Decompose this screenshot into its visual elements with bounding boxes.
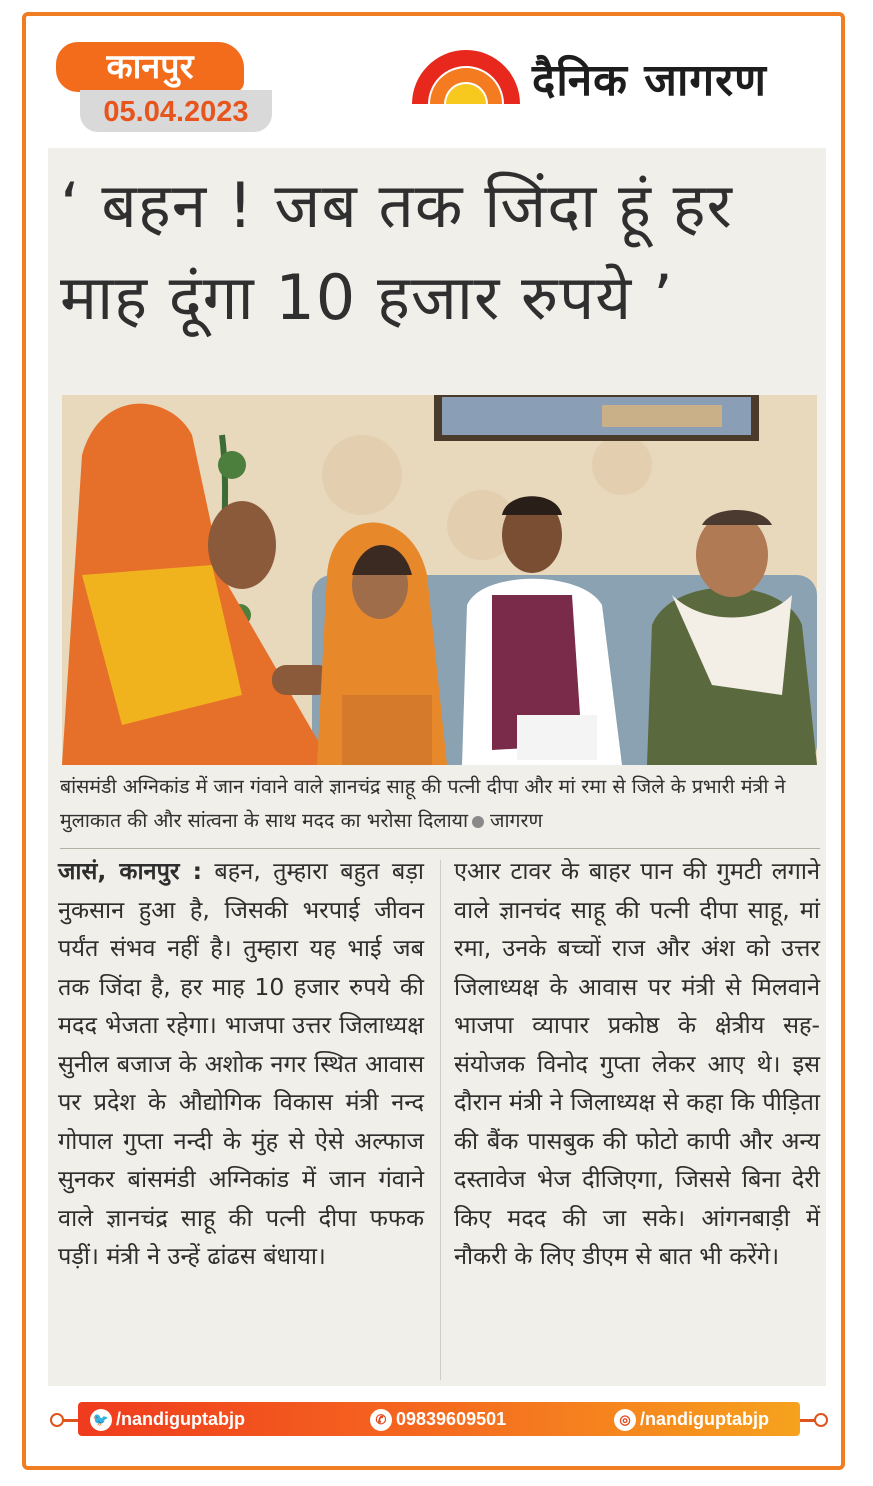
newspaper-name: दैनिक जागरण [532, 55, 767, 106]
column-divider [440, 860, 441, 1380]
byline: जासं, कानपुर : [58, 857, 203, 885]
phone-number: 09839609501 [396, 1409, 507, 1429]
city-badge: कानपुर [56, 42, 244, 92]
footer-instagram[interactable] [614, 1402, 769, 1436]
phone-icon: ✆ [370, 1409, 392, 1431]
column-2-text: एआर टावर के बाहर पान की गुमटी लगाने वाले ज्ञानचंद साहू की पत्नी दीपा साहू, मां रमा, उनके बच्चों राज और अंश को उत्तर जिलाध्यक्ष के आवास पर मंत्री से मिलवाने भाजपा व्यापार प्रकोष्ठ के क्षेत्रीय सह-संयोजक विनोद गुप्ता लेकर आए थे। इस दौरान मंत्री ने जिलाध्यक्ष से कहा कि पीड़िता की बैंक पासबुक की फोटो कापी और अन्य दस्तावेज भेज दीजिएगा, जिससे बिना देरी किए मदद की जा सके। आंगनबाड़ी में नौकरी के लिए डीएम से बात भी करेंगे। [454, 857, 820, 1270]
caption-rule [60, 848, 820, 849]
photo-caption [60, 770, 820, 838]
twitter-icon: 🐦 [90, 1409, 112, 1431]
article-column-2 [454, 852, 820, 1276]
twitter-handle: /nandiguptabjp [116, 1409, 245, 1429]
headline: ‘ बहन ! जब तक जिंदा हूं हर माह दूंगा 10 हजार रुपये ’ [60, 169, 733, 334]
footer-knob-right [814, 1413, 828, 1427]
caption-text: बांसमंडी अग्निकांड में जान गंवाने वाले ज्ञानचंद्र साहू की पत्नी दीपा और मां रमा से जिले के प्रभारी मंत्री ने मुलाकात की और सांत्वना के साथ मदद का भरोसा दिलाया [60, 775, 786, 832]
newspaper-logo [410, 42, 830, 112]
caption-credit: जागरण [490, 809, 543, 832]
date-badge: 05.04.2023 [80, 90, 272, 132]
footer-phone[interactable] [370, 1402, 506, 1436]
footer-knob-left [50, 1413, 64, 1427]
instagram-handle: /nandiguptabjp [640, 1409, 769, 1429]
sunrise-logo-icon [410, 44, 522, 106]
bullet-dot-icon [472, 816, 484, 828]
article-column-1 [58, 852, 424, 1276]
footer-twitter[interactable] [90, 1402, 245, 1436]
news-photo [62, 395, 817, 765]
column-1-text: बहन, तुम्हारा बहुत बड़ा नुकसान हुआ है, जिसकी भरपाई जीवन पर्यंत संभव नहीं है। तुम्हारा यह भाई जब तक जिंदा है, हर माह 10 हजार रुपये की मदद भेजता रहेगा। भाजपा उत्तर जिलाध्यक्ष सुनील बजाज के अशोक नगर स्थित आवास पर प्रदेश के औद्योगिक विकास मंत्री नन्द गोपाल गुप्ता नन्दी के मुंह से ऐसे अल्फाज सुनकर बांसमंडी अग्निकांड में जान गंवाने वाले ज्ञानचंद्र साहू की पत्नी दीपा फफक पड़ीं। मंत्री ने उन्हें ढांढस बंधाया। [58, 857, 424, 1270]
instagram-icon: ◎ [614, 1409, 636, 1431]
